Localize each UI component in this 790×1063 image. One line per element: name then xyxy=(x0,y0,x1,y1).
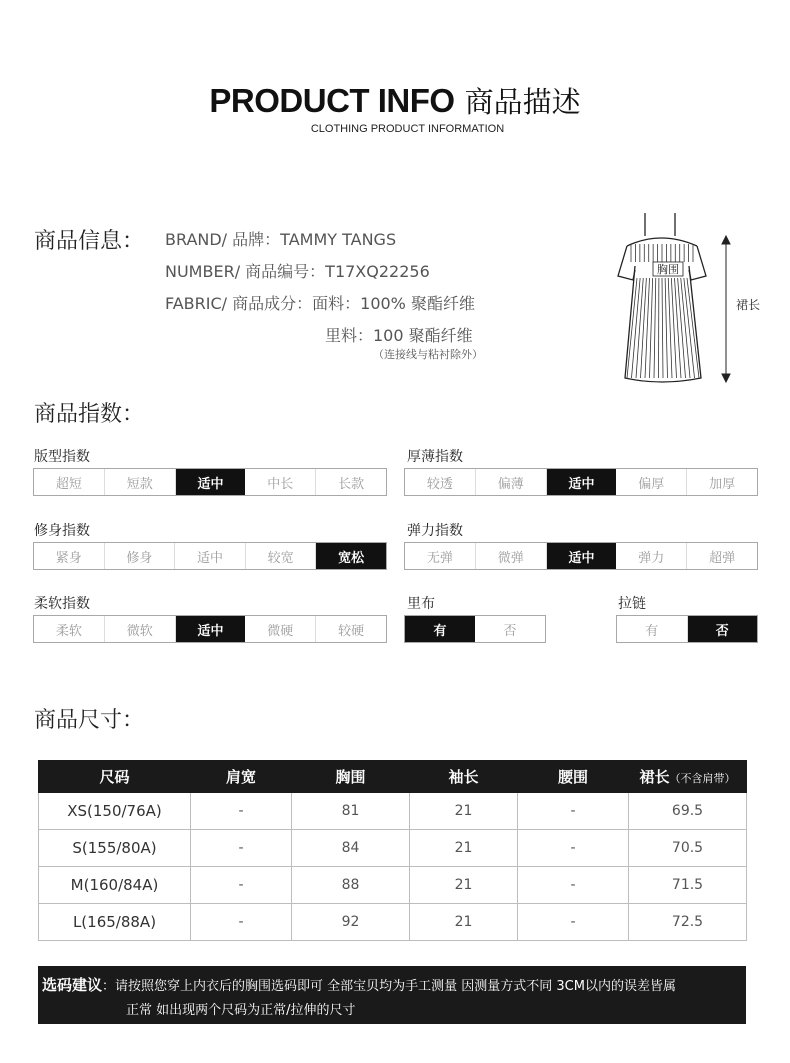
col-chest: 胸围 xyxy=(292,761,410,793)
col-waist: 腰围 xyxy=(518,761,629,793)
table-cell: 70.5 xyxy=(629,830,747,867)
table-row xyxy=(39,904,747,941)
scale-zipper xyxy=(616,615,758,643)
scale-option: 弹力 xyxy=(616,543,687,569)
scale-option: 偏薄 xyxy=(476,469,547,495)
table-cell: 92 xyxy=(292,904,410,941)
col-size: 尺码 xyxy=(39,761,191,793)
table-cell: - xyxy=(191,904,292,941)
index-section-title: 商品指数： xyxy=(34,402,145,427)
table-row xyxy=(39,830,747,867)
scale-option: 中长 xyxy=(245,469,316,495)
scale-option: 否 xyxy=(503,623,517,639)
scale-option: 宽松 xyxy=(316,543,386,569)
size-advice xyxy=(38,966,746,1024)
scale-option: 长款 xyxy=(338,476,365,492)
table-cell: 21 xyxy=(410,830,518,867)
scale-label-zipper: 拉链 xyxy=(618,596,646,612)
brand-line: BRAND/ 品牌：TAMMY TANGS xyxy=(165,230,397,249)
advice-line1: ：请按照您穿上内衣后的胸围选码即可 全部宝贝均为手工测量 因测量方式不同 3CM以内的误差皆属 xyxy=(102,979,676,994)
scale-option: 有 xyxy=(405,616,475,642)
page-title xyxy=(0,80,790,121)
table-cell: 21 xyxy=(410,793,518,830)
table-cell: 21 xyxy=(410,904,518,941)
table-cell: - xyxy=(191,867,292,904)
scale-option: 无弹 xyxy=(405,543,476,569)
scale-fit xyxy=(33,468,387,496)
size-table xyxy=(38,760,747,941)
scale-label-stretch: 弹力指数 xyxy=(407,523,463,539)
scale-label-fit: 版型指数 xyxy=(34,449,90,465)
length-label: 裙长 xyxy=(736,298,761,312)
scale-option: 适中 xyxy=(176,469,246,495)
scale-option: 适中 xyxy=(547,469,617,495)
scale-softness xyxy=(33,615,387,643)
table-cell: M(160/84A) xyxy=(39,867,191,904)
table-cell: 72.5 xyxy=(629,904,747,941)
table-cell: 81 xyxy=(292,793,410,830)
advice-line2: 正常 如出现两个尺码为正常/拉伸的尺寸 xyxy=(126,1003,356,1018)
table-cell: 69.5 xyxy=(629,793,747,830)
fabric-line: FABRIC/ 商品成分：面料：100% 聚酯纤维 xyxy=(165,294,475,313)
scale-label-lining: 里布 xyxy=(407,596,435,612)
scale-option: 适中 xyxy=(176,616,246,642)
lining-line: 里料：100 聚酯纤维 xyxy=(325,326,473,345)
table-cell: XS(150/76A) xyxy=(39,793,191,830)
table-cell: - xyxy=(191,793,292,830)
page-subtitle: CLOTHING PRODUCT INFORMATION xyxy=(310,123,505,135)
scale-option: 较硬 xyxy=(338,623,365,639)
table-cell: 88 xyxy=(292,867,410,904)
table-cell: 71.5 xyxy=(629,867,747,904)
table-cell: S(155/80A) xyxy=(39,830,191,867)
scale-option: 超弹 xyxy=(709,550,736,566)
table-cell: L(165/88A) xyxy=(39,904,191,941)
table-row xyxy=(39,867,747,904)
col-shoulder: 肩宽 xyxy=(191,761,292,793)
scale-label-softness: 柔软指数 xyxy=(34,596,90,612)
scale-slim xyxy=(33,542,387,570)
scale-option: 修身 xyxy=(105,543,176,569)
advice-label: 选码建议 xyxy=(42,976,103,994)
scale-stretch xyxy=(404,542,758,570)
scale-option: 微硬 xyxy=(245,616,316,642)
table-cell: - xyxy=(518,830,629,867)
scale-lining xyxy=(404,615,546,643)
dress-illustration xyxy=(605,208,775,388)
size-section-title: 商品尺寸： xyxy=(34,708,145,733)
size-table-header xyxy=(39,761,747,793)
scale-label-slim: 修身指数 xyxy=(34,523,90,539)
chest-label: 胸围 xyxy=(657,263,679,276)
scale-option: 加厚 xyxy=(709,476,736,492)
scale-option: 适中 xyxy=(547,543,617,569)
col-sleeve: 袖长 xyxy=(410,761,518,793)
table-row xyxy=(39,793,747,830)
scale-option: 否 xyxy=(688,616,758,642)
scale-option: 短款 xyxy=(105,469,176,495)
scale-option: 有 xyxy=(617,616,688,642)
number-line: NUMBER/ 商品编号：T17XQ22256 xyxy=(165,262,430,281)
table-cell: - xyxy=(191,830,292,867)
scale-label-thickness: 厚薄指数 xyxy=(407,449,463,465)
fabric-note: （连接线与粘衬除外） xyxy=(373,348,483,361)
scale-option: 紧身 xyxy=(34,543,105,569)
scale-option: 较宽 xyxy=(246,543,317,569)
info-section-title: 商品信息： xyxy=(34,229,145,254)
scale-option: 偏厚 xyxy=(616,469,687,495)
scale-option: 微弹 xyxy=(476,543,547,569)
col-length: 裙长（不含肩带） xyxy=(629,761,747,793)
scale-option: 柔软 xyxy=(34,616,105,642)
scale-option: 超短 xyxy=(34,469,105,495)
table-cell: - xyxy=(518,793,629,830)
table-cell: - xyxy=(518,904,629,941)
page-title-cn: 商品描述 xyxy=(464,85,581,119)
table-cell: - xyxy=(518,867,629,904)
page-title-en: PRODUCT INFO xyxy=(209,82,455,119)
scale-thickness xyxy=(404,468,758,496)
table-cell: 21 xyxy=(410,867,518,904)
table-cell: 84 xyxy=(292,830,410,867)
scale-option: 适中 xyxy=(175,543,246,569)
scale-option: 较透 xyxy=(405,469,476,495)
scale-option: 微软 xyxy=(105,616,176,642)
length-note: （不含肩带） xyxy=(669,772,736,785)
